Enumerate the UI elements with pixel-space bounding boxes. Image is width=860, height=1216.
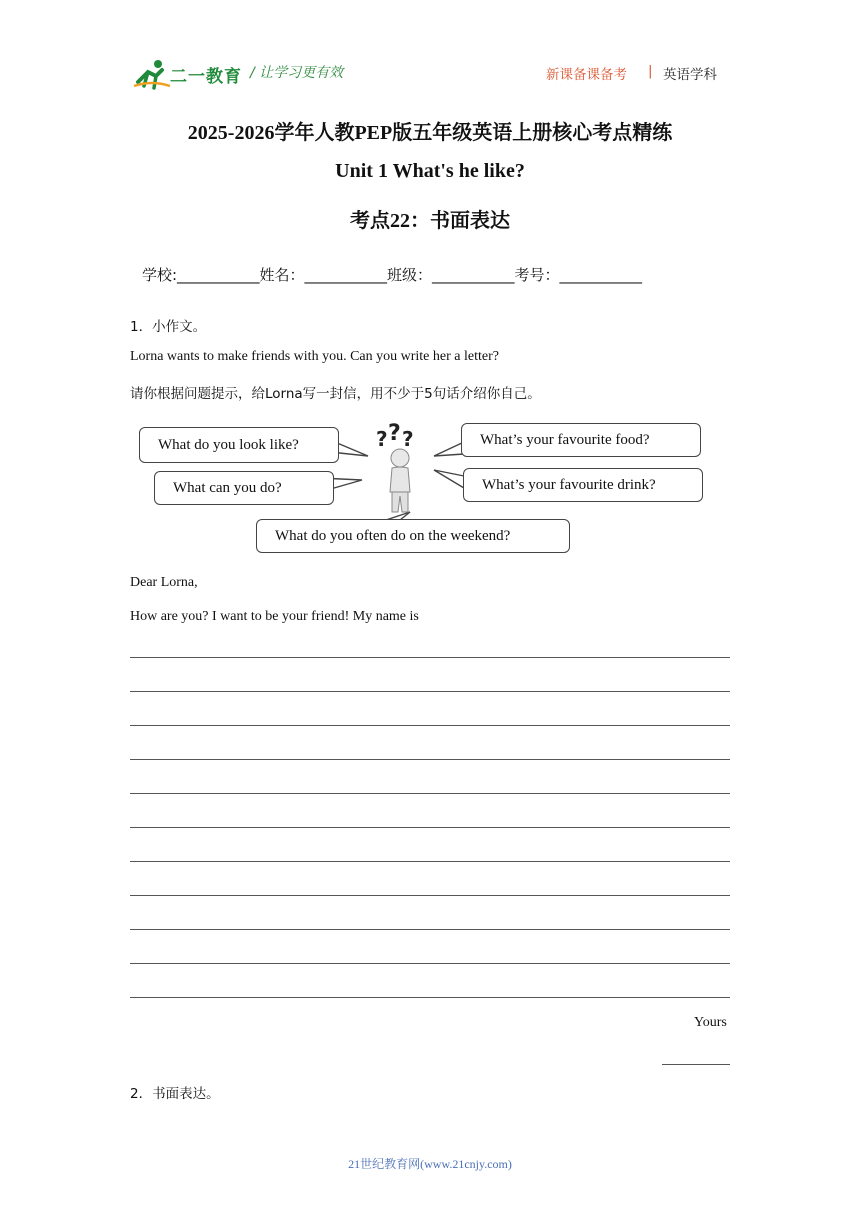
writing-line[interactable] — [130, 895, 730, 896]
header-series: 新课备课备考 — [546, 67, 627, 83]
page-footer: 21世纪教育网(www.21cnjy.com) — [348, 1157, 512, 1171]
writing-line[interactable] — [130, 827, 730, 828]
question-1-label: 1．小作文。 — [130, 319, 207, 335]
letter-closing: Yours — [694, 1015, 727, 1030]
writing-line[interactable] — [130, 963, 730, 964]
svg-text:?: ? — [402, 427, 414, 451]
letter-greeting: Dear Lorna, — [130, 575, 198, 590]
bubble-can-do: What can you do? — [154, 471, 334, 505]
brand-name: 二一教育 — [170, 67, 242, 87]
runner-logo-icon — [132, 58, 172, 90]
question-2-label: 2．书面表达。 — [130, 1086, 220, 1102]
writing-line[interactable] — [130, 759, 730, 760]
bubble-favourite-food: What’s your favourite food? — [461, 423, 701, 457]
question-1-prompt-en: Lorna wants to make friends with you. Can you write her a letter? — [130, 349, 499, 364]
writing-line[interactable] — [130, 997, 730, 998]
writing-line[interactable] — [130, 861, 730, 862]
bubble-weekend: What do you often do on the weekend? — [256, 519, 570, 553]
svg-text:?: ? — [376, 427, 388, 451]
writing-line[interactable] — [130, 657, 730, 658]
writing-line[interactable] — [130, 929, 730, 930]
topic-title: 考点22：书面表达 — [350, 210, 510, 232]
letter-opening: How are you? I want to be your friend! My name is — [130, 609, 419, 624]
question-1-prompt-cn: 请你根据问题提示，给Lorna写一封信，用不少于5句话介绍你自己。 — [130, 386, 541, 402]
header-subject: 英语学科 — [663, 67, 717, 83]
thinking-person-icon — [376, 421, 414, 512]
writing-line[interactable] — [130, 793, 730, 794]
bubble-favourite-drink: What’s your favourite drink? — [463, 468, 703, 502]
svg-text:?: ? — [388, 421, 401, 446]
brand-slogan: / 让学习更有效 — [250, 65, 344, 81]
signature-line[interactable] — [662, 1064, 730, 1065]
header-separator: | — [648, 63, 653, 79]
page-title: 2025-2026学年人教PEP版五年级英语上册核心考点精练 — [187, 122, 673, 144]
student-info-line: 学校:___________姓名：___________班级：___________考号：___________ — [142, 266, 643, 284]
writing-line[interactable] — [130, 691, 730, 692]
bubble-look-like: What do you look like? — [139, 427, 339, 463]
unit-title: Unit 1 What's he like? — [335, 160, 525, 182]
writing-line[interactable] — [130, 725, 730, 726]
